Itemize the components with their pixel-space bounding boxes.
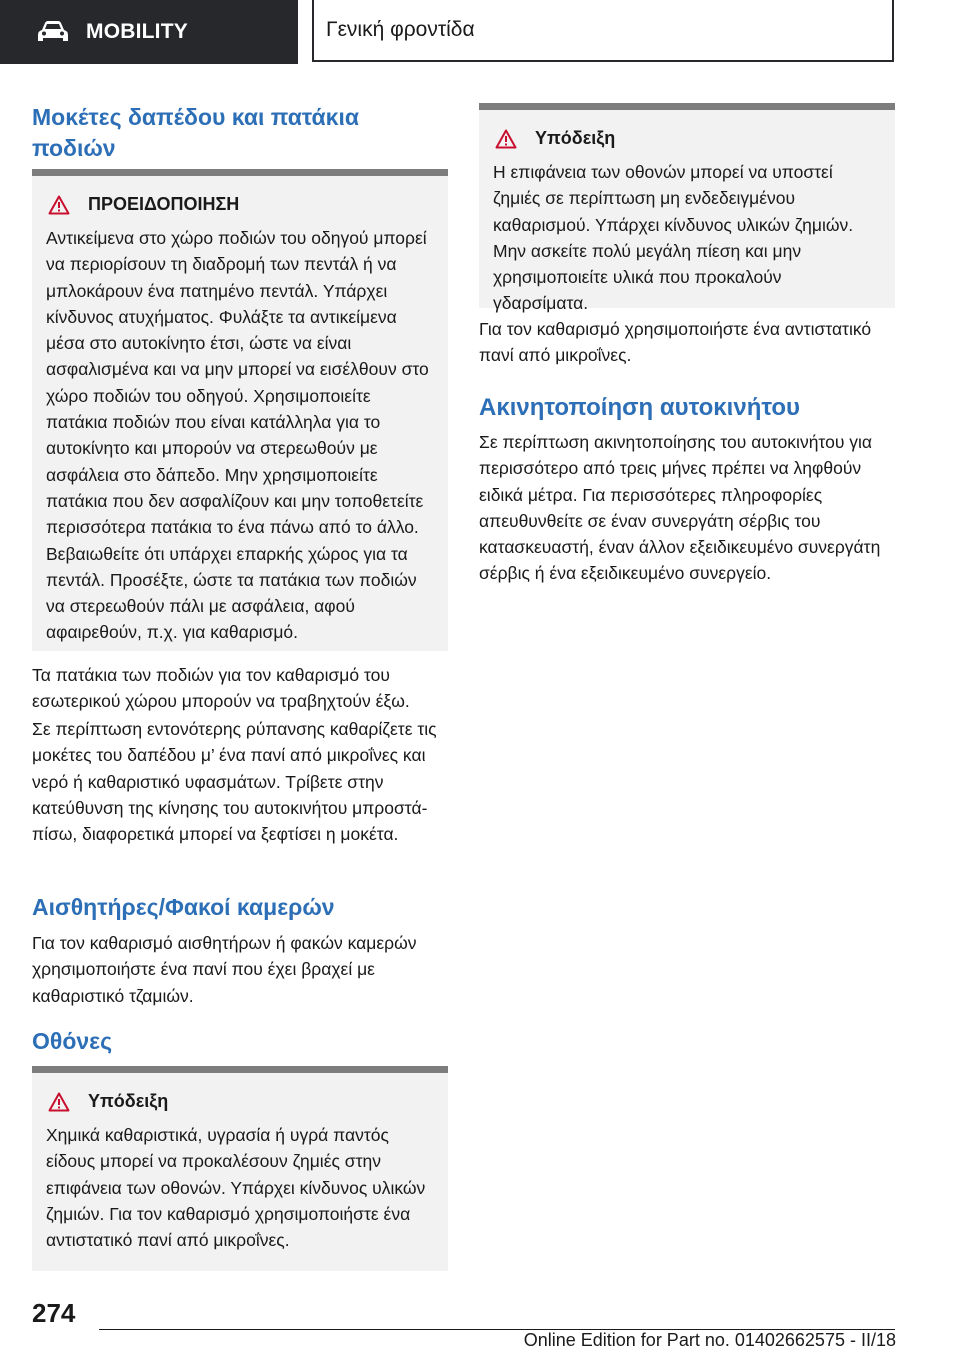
paragraph-floor-mats-removal: Τα πατάκια των ποδιών για τον καθαρισμό του εσωτερικού χώρου μπορούν να τραβηχτούν έξω. [32,665,410,712]
paragraph-sensors: Για τον καθαρισμό αισθητήρων ή φακών καμερών χρησιμοποιήστε ένα πανί που έχει βραχεί με καθαριστικό τζαμιών. [32,933,417,1006]
heading-sensors-cameras: Αισθητήρες/Φακοί καμερών [32,894,335,920]
warning-title: ΠΡΟΕΙΔΟΠΟΙΗΣΗ [88,194,240,214]
warning-icon [495,129,517,149]
note-box-displays [32,1066,448,1271]
edition-info: Online Edition for Part no. 01402662575 - II/18 [523,1330,896,1350]
section-title[interactable]: Γενική φροντίδα [312,0,894,62]
heading-vehicle-storage: Ακινητοποίηση αυτοκινήτου [479,394,801,421]
note-title: Υπόδειξη [88,1091,169,1111]
heading-floor-mats: Μοκέτες δαπέδου και πατάκια ποδιών [32,104,359,161]
heading-displays: Οθόνες [32,1028,113,1054]
car-icon [36,20,70,44]
paragraph-carpet-cleaning: Σε περίπτωση εντονότερης ρύπανσης καθαρίζετε τις μοκέτες του δαπέδου μ’ ένα πανί από μικροΐνες και νερό ή καθαριστικό υφασμάτων. Τρίβετε στην κατεύθυνση της κίνησης του αυτοκινήτου μπροστά-πίσω, διαφορετικά μπορεί να ξεφτίσει η μοκέτα. [32,719,437,845]
note-text: Η επιφάνεια των οθονών μπορεί να υποστεί ζημιές σε περίπτωση μη ενδεδειγμένου καθαρισμού. Υπάρχει κίνδυνος υλικών ζημιών. Μην ασκείτε πολύ μεγάλη πίεση και μην χρησιμοποιείτε υλικά που προκαλούν γδαρσίματα. [493,162,854,314]
paragraph-display-cleaning: Για τον καθαρισμό χρησιμοποιήστε ένα αντιστατικό πανί από μικροΐνες. [479,319,872,366]
page-number: 274 [32,1298,76,1328]
page-header [0,0,960,64]
note-title: Υπόδειξη [535,128,616,148]
warning-icon [48,1092,70,1112]
warning-icon [48,195,70,215]
warning-box [32,169,448,651]
note-text: Χημικά καθαριστικά, υγρασία ή υγρά παντός είδους μπορεί να προκαλέσουν ζημιές στην επιφάνεια των οθονών. Υπάρχει κίνδυνος υλικών ζημιών. Για τον καθαρισμό χρησιμοποιήστε ένα αντιστατικό πανί από μικροΐνες. [46,1125,426,1251]
warning-text: Αντικείμενα στο χώρο ποδιών του οδηγού μπορεί να περιορίσουν τη διαδρομή των πεντάλ ή να μπλοκάρουν ένα πατημένο πεντάλ. Υπάρχει κίνδυνος ατυχήματος. Φυλάξτε τα αντικείμενα μέσα στο αυτοκίνητο έτσι, ώστε να είναι ασφαλισμένα και να μην μπορεί να εισέλθουν στο χώρο ποδιών του οδηγού. Χρησιμοποιείτε πατάκια ποδιών που είναι κατάλληλα για το αυτοκίνητο και μπορούν να στερεωθούν με ασφάλεια στο δάπεδο. Μην χρησιμοποιείτε πατάκια που δεν ασφαλίζουν και μην τοποθετείτε περισσότερα πατάκια το ένα πάνω από το άλλο. Βεβαιωθείτε ότι υπάρχει επαρκής χώρος για τα πεντάλ. Προσέξτε, ώστε τα πατάκια των ποδιών να στερεωθούν πάλι με ασφάλεια, αφού αφαιρεθούν, π.χ. για καθαρισμό. [46,228,429,643]
mobility-label: MOBILITY [86,20,188,43]
paragraph-vehicle-storage: Σε περίπτωση ακινητοποίησης του αυτοκινήτου για περισσότερο από τρεις μήνες πρέπει να ληφθούν ειδικά μέτρα. Για περισσότερες πληροφορίες απευθυνθείτε σε έναν συνεργάτη σέρβις του κατασκευαστή, έναν άλλον εξειδικευμένο συνεργάτη σέρβις ή ένα εξειδικευμένο συνεργείο. [479,432,881,584]
mobility-tab[interactable] [0,0,298,64]
note-box-screen-surface [479,103,895,314]
